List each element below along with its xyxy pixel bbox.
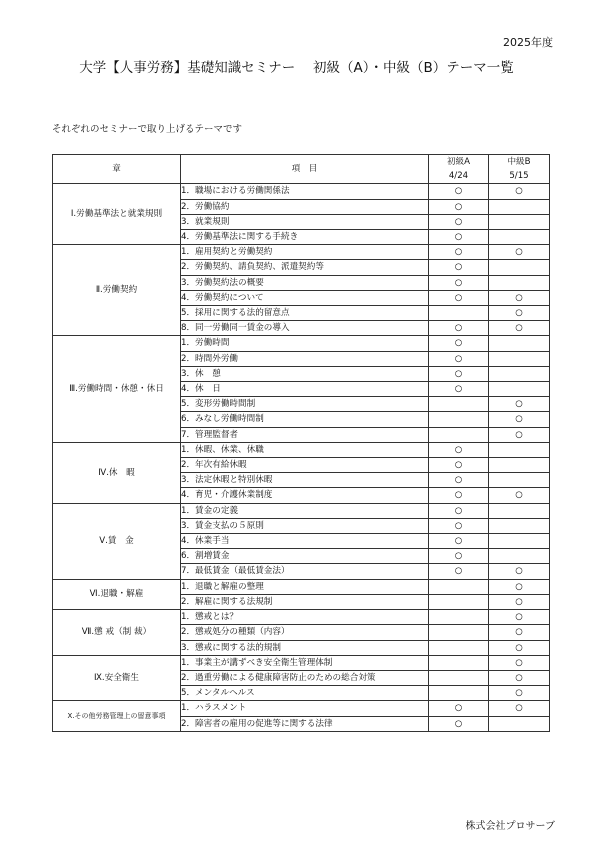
beginner-mark-cell: ○ <box>429 245 489 260</box>
beginner-mark-cell <box>429 610 489 625</box>
item-cell: 6．割増賃金 <box>181 549 429 564</box>
item-cell: 1．職場における労働関係法 <box>181 184 429 199</box>
item-cell: 3．休 憩 <box>181 366 429 381</box>
item-cell: 6．みなし労働時間制 <box>181 412 429 427</box>
item-cell: 3．法定休暇と特別休暇 <box>181 473 429 488</box>
beginner-mark-cell: ○ <box>429 701 489 716</box>
fiscal-year: 2025年度 <box>503 36 553 49</box>
item-cell: 7．最低賃金（最低賃金法） <box>181 564 429 579</box>
intermediate-mark-cell <box>489 549 550 564</box>
intermediate-mark-cell: ○ <box>489 245 550 260</box>
beginner-mark-cell: ○ <box>429 351 489 366</box>
table-header-row <box>53 155 550 184</box>
item-cell: 1．懲戒とは？ <box>181 610 429 625</box>
intermediate-mark-cell: ○ <box>489 427 550 442</box>
intermediate-mark-cell: ○ <box>489 306 550 321</box>
table-row <box>53 503 550 518</box>
item-cell: 2．労働協約 <box>181 199 429 214</box>
beginner-mark-cell: ○ <box>429 260 489 275</box>
chapter-cell: Ⅳ.休 暇 <box>53 442 181 503</box>
item-cell: 5．採用に関する法的留意点 <box>181 306 429 321</box>
intermediate-mark-cell: ○ <box>489 625 550 640</box>
beginner-mark-cell: ○ <box>429 275 489 290</box>
beginner-mark-cell <box>429 579 489 594</box>
intermediate-mark-cell: ○ <box>489 655 550 670</box>
header-intermediate <box>489 155 550 184</box>
header-beginner-label: 初級A <box>446 157 471 167</box>
intermediate-mark-cell: ○ <box>489 488 550 503</box>
intermediate-mark-cell <box>489 275 550 290</box>
intermediate-mark-cell: ○ <box>489 184 550 199</box>
table-row <box>53 245 550 260</box>
intermediate-mark-cell: ○ <box>489 321 550 336</box>
item-cell: 8．同一労働同一賃金の導入 <box>181 321 429 336</box>
intermediate-mark-cell: ○ <box>489 594 550 609</box>
item-cell: 4．休 日 <box>181 382 429 397</box>
item-cell: 4．休業手当 <box>181 534 429 549</box>
intermediate-mark-cell <box>489 382 550 397</box>
header-item: 項 目 <box>181 155 429 184</box>
chapter-cell: Ⅰ.労働基準法と就業規則 <box>53 184 181 245</box>
item-cell: 2．解雇に関する法規制 <box>181 594 429 609</box>
beginner-mark-cell <box>429 640 489 655</box>
intermediate-mark-cell <box>489 214 550 229</box>
table-row <box>53 442 550 457</box>
item-cell: 3．労働契約法の概要 <box>181 275 429 290</box>
beginner-mark-cell: ○ <box>429 716 489 731</box>
header-beginner-date: 4/24 <box>448 171 469 182</box>
intermediate-mark-cell: ○ <box>489 564 550 579</box>
intermediate-mark-cell <box>489 442 550 457</box>
table-row <box>53 579 550 594</box>
intermediate-mark-cell: ○ <box>489 686 550 701</box>
intermediate-mark-cell <box>489 503 550 518</box>
intermediate-mark-cell: ○ <box>489 579 550 594</box>
beginner-mark-cell: ○ <box>429 458 489 473</box>
table-row <box>53 701 550 716</box>
page-subtitle: それぞれのセミナーで取り上げるテーマです <box>52 124 243 135</box>
intermediate-mark-cell: ○ <box>489 397 550 412</box>
beginner-mark-cell <box>429 594 489 609</box>
beginner-mark-cell: ○ <box>429 518 489 533</box>
item-cell: 7．管理監督者 <box>181 427 429 442</box>
item-cell: 5．メンタルヘルス <box>181 686 429 701</box>
item-cell: 1．ハラスメント <box>181 701 429 716</box>
table-row <box>53 655 550 670</box>
item-cell: 2．障害者の雇用の促進等に関する法律 <box>181 716 429 731</box>
intermediate-mark-cell: ○ <box>489 290 550 305</box>
header-intermediate-date: 5/15 <box>509 171 529 182</box>
intermediate-mark-cell <box>489 336 550 351</box>
intermediate-mark-cell <box>489 534 550 549</box>
table-row <box>53 336 550 351</box>
beginner-mark-cell: ○ <box>429 442 489 457</box>
item-cell: 2．過重労働による健康障害防止のための総合対策 <box>181 670 429 685</box>
item-cell: 5．変形労働時間制 <box>181 397 429 412</box>
item-cell: 3．就業規則 <box>181 214 429 229</box>
item-cell: 2．労働契約、請負契約、派遣契約等 <box>181 260 429 275</box>
beginner-mark-cell <box>429 397 489 412</box>
beginner-mark-cell: ○ <box>429 564 489 579</box>
chapter-cell: Ⅸ.安全衛生 <box>53 655 181 701</box>
intermediate-mark-cell <box>489 458 550 473</box>
intermediate-mark-cell <box>489 260 550 275</box>
beginner-mark-cell: ○ <box>429 336 489 351</box>
item-cell: 1．事業主が講ずべき安全衛生管理体制 <box>181 655 429 670</box>
beginner-mark-cell: ○ <box>429 503 489 518</box>
intermediate-mark-cell <box>489 351 550 366</box>
beginner-mark-cell <box>429 655 489 670</box>
beginner-mark-cell: ○ <box>429 382 489 397</box>
chapter-cell: Ⅲ.労働時間・休憩・休日 <box>53 336 181 442</box>
item-cell: 2．懲戒処分の種類（内容） <box>181 625 429 640</box>
beginner-mark-cell: ○ <box>429 290 489 305</box>
intermediate-mark-cell: ○ <box>489 610 550 625</box>
header-beginner <box>429 155 489 184</box>
chapter-cell: Ⅹ.その他労務管理上の留意事項 <box>53 701 181 731</box>
theme-table-body <box>53 184 550 731</box>
beginner-mark-cell: ○ <box>429 321 489 336</box>
table-row <box>53 184 550 199</box>
item-cell: 2．年次有給休暇 <box>181 458 429 473</box>
intermediate-mark-cell <box>489 716 550 731</box>
beginner-mark-cell: ○ <box>429 534 489 549</box>
intermediate-mark-cell <box>489 199 550 214</box>
beginner-mark-cell <box>429 306 489 321</box>
item-cell: 4．育児・介護休業制度 <box>181 488 429 503</box>
beginner-mark-cell <box>429 686 489 701</box>
beginner-mark-cell <box>429 625 489 640</box>
beginner-mark-cell <box>429 427 489 442</box>
intermediate-mark-cell <box>489 230 550 245</box>
beginner-mark-cell: ○ <box>429 184 489 199</box>
item-cell: 2．時間外労働 <box>181 351 429 366</box>
chapter-cell: Ⅴ.賃 金 <box>53 503 181 579</box>
beginner-mark-cell <box>429 412 489 427</box>
chapter-cell: Ⅵ.退職・解雇 <box>53 579 181 609</box>
beginner-mark-cell: ○ <box>429 214 489 229</box>
intermediate-mark-cell: ○ <box>489 412 550 427</box>
beginner-mark-cell: ○ <box>429 488 489 503</box>
beginner-mark-cell: ○ <box>429 366 489 381</box>
chapter-cell: Ⅱ.労働契約 <box>53 245 181 336</box>
item-cell: 3．賃金支払の５原則 <box>181 518 429 533</box>
beginner-mark-cell <box>429 670 489 685</box>
intermediate-mark-cell: ○ <box>489 701 550 716</box>
item-cell: 1．退職と解雇の整理 <box>181 579 429 594</box>
item-cell: 1．賃金の定義 <box>181 503 429 518</box>
company-name: 株式会社プロサーブ <box>465 821 555 832</box>
item-cell: 3．懲戒に関する法的規制 <box>181 640 429 655</box>
item-cell: 1．労働時間 <box>181 336 429 351</box>
item-cell: 1．休暇、休業、休職 <box>181 442 429 457</box>
beginner-mark-cell: ○ <box>429 230 489 245</box>
item-cell: 4．労働基準法に関する手続き <box>181 230 429 245</box>
beginner-mark-cell: ○ <box>429 199 489 214</box>
intermediate-mark-cell: ○ <box>489 640 550 655</box>
header-chapter: 章 <box>53 155 181 184</box>
page-title: 大学【人事労務】基礎知識セミナー 初級（A）・中級（B）テーマ一覧 <box>79 60 514 76</box>
chapter-cell: Ⅶ.懲 戒（制 裁） <box>53 610 181 656</box>
header-intermediate-label: 中級B <box>507 157 531 167</box>
intermediate-mark-cell <box>489 366 550 381</box>
item-cell: 4．労働契約について <box>181 290 429 305</box>
intermediate-mark-cell <box>489 518 550 533</box>
intermediate-mark-cell: ○ <box>489 670 550 685</box>
theme-table <box>52 154 550 732</box>
item-cell: 1．雇用契約と労働契約 <box>181 245 429 260</box>
beginner-mark-cell: ○ <box>429 473 489 488</box>
table-row <box>53 610 550 625</box>
beginner-mark-cell: ○ <box>429 549 489 564</box>
intermediate-mark-cell <box>489 473 550 488</box>
